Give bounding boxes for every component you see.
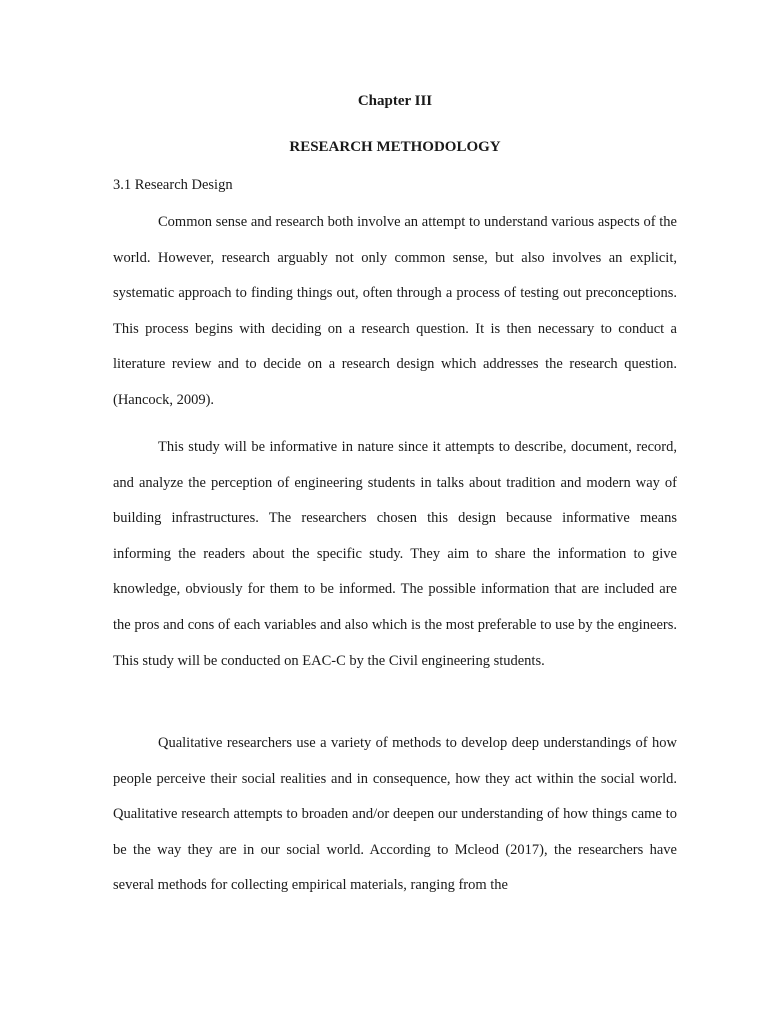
chapter-heading: Chapter III <box>357 93 433 109</box>
subsection-heading: 3.1 Research Design <box>113 177 233 193</box>
section-title: RESEARCH METHODOLOGY <box>289 139 501 155</box>
paragraph-2: This study will be informative in nature since it attempts to describe, document, record, and analyze the perception of engineering students in talks about tradition and modern way of building infrastructures. The researchers chosen this design because informative means informing the readers about the specific study. They aim to share the information to give knowledge, obviously for them to be informed. The possible information that are included are the pros and cons of each variables and also which is the most preferable to use by the engineers. This study will be conducted on EAC-C by the Civil engineering students. <box>113 439 677 669</box>
paragraph-1: Common sense and research both involve an attempt to understand various aspects of the world. However, research arguably not only common sense, but also involves an explicit, systematic approach to finding things out, often through a process of testing out preconceptions. This process begins with deciding on a research question. It is then necessary to conduct a literature review and to decide on a research design which addresses the research question. (Hancock, 2009). <box>113 214 677 408</box>
paragraph-3: Qualitative researchers use a variety of methods to develop deep understandings of how people perceive their social realities and in consequence, how they act within the social world. Qualitative research attempts to broaden and/or deepen our understanding of how things came to be the way they are in our social world. According to Mcleod (2017), the researchers have several methods for collecting empirical materials, ranging from the <box>113 735 677 894</box>
